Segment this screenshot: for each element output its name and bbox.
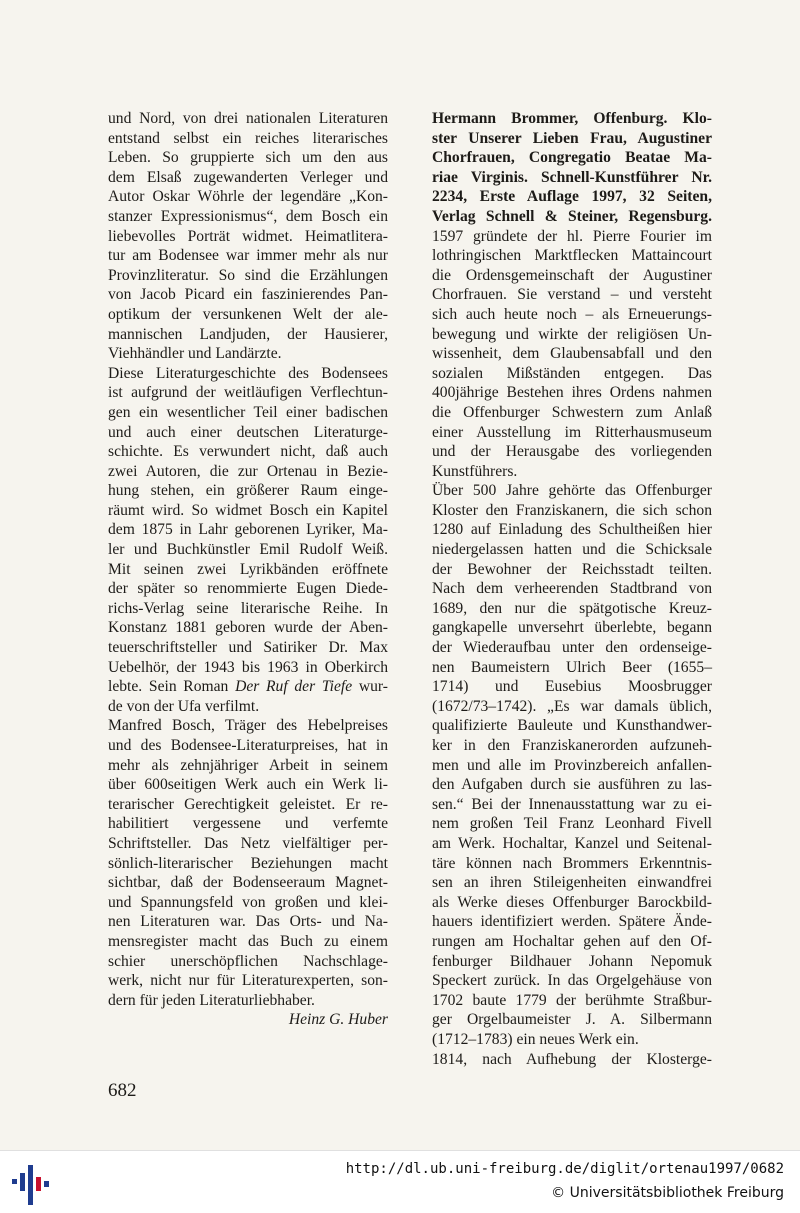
text-line: (1712–1783) ein neues Werk ein. — [432, 1030, 639, 1048]
text-line: Manfred Bosch, Träger des Hebelpreises — [108, 717, 388, 735]
text-line: Über 500 Jahre gehörte das Offenburger — [432, 482, 712, 500]
text-fragment: wur- — [358, 678, 388, 696]
text-line: sen.“ Bei der Innenausstattung war zu ei- — [432, 795, 712, 813]
text-line: bewegung und wirkte der religiösen Un- — [432, 325, 712, 343]
text-line: 1280 auf Einladung des Schultheißen hier — [432, 521, 712, 539]
text-line: terarischer Gerechtigkeit geleistet. Er re- — [108, 795, 388, 813]
text-line: entstand selbst ein reiches literarisches — [108, 129, 388, 147]
left-column — [108, 109, 388, 1030]
text-line: sozialen Mißständen entgegen. Das — [432, 364, 712, 382]
text-fragment: lebte. Sein Roman — [108, 678, 229, 696]
text-line: Nach dem verheerenden Stadtbrand von — [432, 580, 712, 598]
text-line: ist aufgrund der weitläufigen Verflechtun- — [108, 384, 388, 402]
text-line: 1714) und Eusebius Moosbrugger — [432, 678, 712, 696]
text-line: ger Orgelbaumeister J. A. Silbermann — [432, 1011, 712, 1029]
text-line: men und alle im Provinzbereich anfallen- — [432, 756, 712, 774]
text-line: Chorfrauen. Sie verstand – und versteht — [432, 286, 712, 304]
page-number: 682 — [108, 1080, 137, 1101]
text-line: qualifizierte Bauleute und Kunsthandwer- — [432, 717, 712, 735]
review-heading-line: Verlag Schnell & Steiner, Regensburg. — [432, 207, 712, 225]
text-line: am Werk. Hochaltar, Kanzel und Seitenal- — [432, 834, 712, 852]
text-line: habilitiert vergessene und verfemte — [108, 815, 388, 833]
text-line: räumt wird. So widmet Bosch ein Kapitel — [108, 501, 388, 519]
text-line: wissenheit, dem Glaubensabfall und den — [432, 345, 712, 363]
viewer-footer — [0, 1150, 800, 1213]
text-line: optikum der versunkenen Welt der ale- — [108, 305, 388, 323]
review-heading-line: riae Virginis. Schnell-Kunstführer Nr. — [432, 168, 712, 186]
text-line: mannischen Landjuden, der Hausierer, — [108, 325, 388, 343]
text-line: 1689, den nur die spätgotische Kreuz- — [432, 599, 712, 617]
copyright-notice: © Universitätsbibliothek Freiburg — [551, 1185, 784, 1201]
text-line: Schriftsteller. Das Netz vielfältiger per- — [108, 834, 388, 852]
text-line: und Nord, von drei nationalen Literaturen — [108, 110, 388, 127]
text-line: teuerschriftsteller und Satiriker Dr. Max — [108, 639, 388, 657]
text-line: gen ein wesentlicher Teil einer badischen — [108, 403, 388, 421]
text-line: hauers identifiziert werden. Spätere Ände- — [432, 913, 712, 931]
text-line: rungen am Hochaltar gehen auf den Of- — [432, 932, 712, 950]
text-line: richs-Verlag seine literarische Reihe. In — [108, 599, 388, 617]
text-line: die Offenburger Schwestern zum Anlaß — [432, 403, 712, 421]
text-line: und auch einer deutschen Literaturge- — [108, 423, 388, 441]
book-title: Der Ruf der Tiefe — [235, 678, 353, 696]
text-line: und der Herausgabe des vorliegenden — [432, 443, 712, 461]
text-line: sönlich-literarischer Beziehungen macht — [108, 854, 388, 872]
text-line: Konstanz 1881 geboren wurde der Aben- — [108, 619, 388, 637]
text-line: de von der Ufa verfilmt. — [108, 697, 260, 715]
text-line: 1702 baute 1779 der berühmte Straßbur- — [432, 991, 712, 1009]
text-line: Viehhändler und Landärzte. — [108, 345, 282, 363]
review-heading-line: Hermann Brommer, Offenburg. Klo- — [432, 110, 712, 127]
text-line: fenburger Bildhauer Johann Nepomuk — [432, 952, 712, 970]
text-line: einer Ausstellung im Ritterhausmuseum — [432, 423, 712, 441]
text-line: mensregister macht das Buch zu einem — [108, 932, 388, 950]
text-line: zwei Autoren, die zur Ortenau in Bezie- — [108, 462, 388, 480]
text-line: nen Baumeistern Ulrich Beer (1655– — [432, 658, 712, 676]
text-line: über 600seitigen Werk auch ein Werk li- — [108, 776, 388, 794]
text-line: stanzer Expressionismus“, dem Bosch ein — [108, 207, 388, 225]
text-line: schier unerschöpflichen Nachschlage- — [108, 952, 388, 970]
text-line: und Spannungsfeld von großen und klei- — [108, 893, 388, 911]
text-line: Provinzliteratur. So sind die Erzählungen — [108, 266, 388, 284]
text-line: Kloster den Franziskanern, die sich schon — [432, 501, 712, 519]
text-line: der später so renommierte Eugen Diede- — [108, 580, 388, 598]
text-line: ker in den Franziskanerorden aufzuneh- — [432, 737, 712, 754]
text-line: tur am Bodensee war immer mehr als nur — [108, 247, 388, 265]
text-line: mehr als zehnjähriger Arbeit in seinem — [108, 756, 388, 774]
text-line: Uebelhör, der 1943 bis 1963 in Oberkirch — [108, 658, 388, 676]
text-line: dem Elsaß zugewanderten Verleger und — [108, 168, 388, 186]
right-column — [432, 109, 712, 1069]
text-line: von Jacob Picard ein faszinierendes Pan- — [108, 286, 388, 304]
text-line — [108, 677, 388, 697]
text-line: sich auch heute noch – als Erneuerungs- — [432, 305, 712, 323]
text-line: 1597 gründete der hl. Pierre Fourier im — [432, 227, 712, 245]
text-line: der Bewohner der Reichsstadt teilten. — [432, 560, 712, 578]
text-line: nen Literaturen war. Das Orts- und Na- — [108, 913, 388, 931]
text-line: Diese Literaturgeschichte des Bodensees — [108, 364, 388, 382]
text-line: schichte. Es verwundert nicht, daß auch — [108, 443, 388, 461]
text-line: dem 1875 in Lahr geborenen Lyriker, Ma- — [108, 521, 388, 539]
text-line: Autor Oskar Wöhrle der legendäre „Kon- — [108, 188, 388, 206]
text-line: Kunstführers. — [432, 462, 518, 480]
review-heading-line: ster Unserer Lieben Frau, Augustiner — [432, 129, 712, 147]
text-line: als Werke dieses Offenburger Barockbild- — [432, 893, 712, 911]
text-line: die Ordensgemeinschaft der Augustiner — [432, 266, 712, 284]
text-line: sen an ihren Stileigenheiten einwandfrei — [432, 874, 712, 892]
text-line: sichtbar, daß der Bodenseeraum Magnet- — [108, 874, 388, 892]
text-line: Mit seinen zwei Lyrikbänden eröffnete — [108, 560, 388, 578]
permalink-url[interactable]: http://dl.ub.uni-freiburg.de/diglit/ortenau1997/0682 — [345, 1161, 784, 1177]
review-heading-line: 2234, Erste Auflage 1997, 32 Seiten, — [432, 188, 712, 206]
ub-freiburg-logo-icon[interactable] — [10, 1163, 54, 1207]
text-line: 400jährige Bestehen ihres Ordens nahmen — [432, 384, 712, 402]
review-author: Heinz G. Huber — [288, 1011, 388, 1029]
text-line: der Wiederaufbau unter den ordenseige- — [432, 639, 712, 657]
text-line: niedergelassen hatten und die Schicksale — [432, 541, 712, 559]
text-line: werk, nicht nur für Literaturexperten, son- — [108, 972, 388, 990]
text-line: ler und Buchkünstler Emil Rudolf Weiß. — [108, 541, 388, 559]
text-line: gangkapelle unversehrt überlebte, begann — [432, 619, 712, 637]
review-heading-line: Chorfrauen, Congregatio Beatae Ma- — [432, 149, 712, 167]
text-line: liebevolles Porträt widmet. Heimatlitera- — [108, 227, 388, 245]
text-line: (1672/73–1742). „Es war damals üblich, — [432, 697, 712, 715]
text-line: 1814, nach Aufhebung der Klosterge- — [432, 1050, 712, 1068]
text-line: nem großen Teil Franz Leonhard Fivell — [432, 815, 712, 833]
text-line: Speckert zurück. In das Orgelgehäuse von — [432, 972, 712, 990]
text-line: und des Bodensee-Literaturpreises, hat in — [108, 737, 388, 754]
text-line: hung stehen, ein größerer Raum einge- — [108, 482, 388, 500]
text-line: den Aufgaben durch sie ausführen zu las- — [432, 776, 712, 794]
text-line: dern für jeden Literaturliebhaber. — [108, 991, 315, 1009]
text-line: täre können nach Brommers Erkenntnis- — [432, 854, 712, 872]
text-line: lothringischen Marktflecken Mattaincourt — [432, 247, 712, 265]
text-line: Leben. So gruppierte sich um den aus — [108, 149, 388, 167]
